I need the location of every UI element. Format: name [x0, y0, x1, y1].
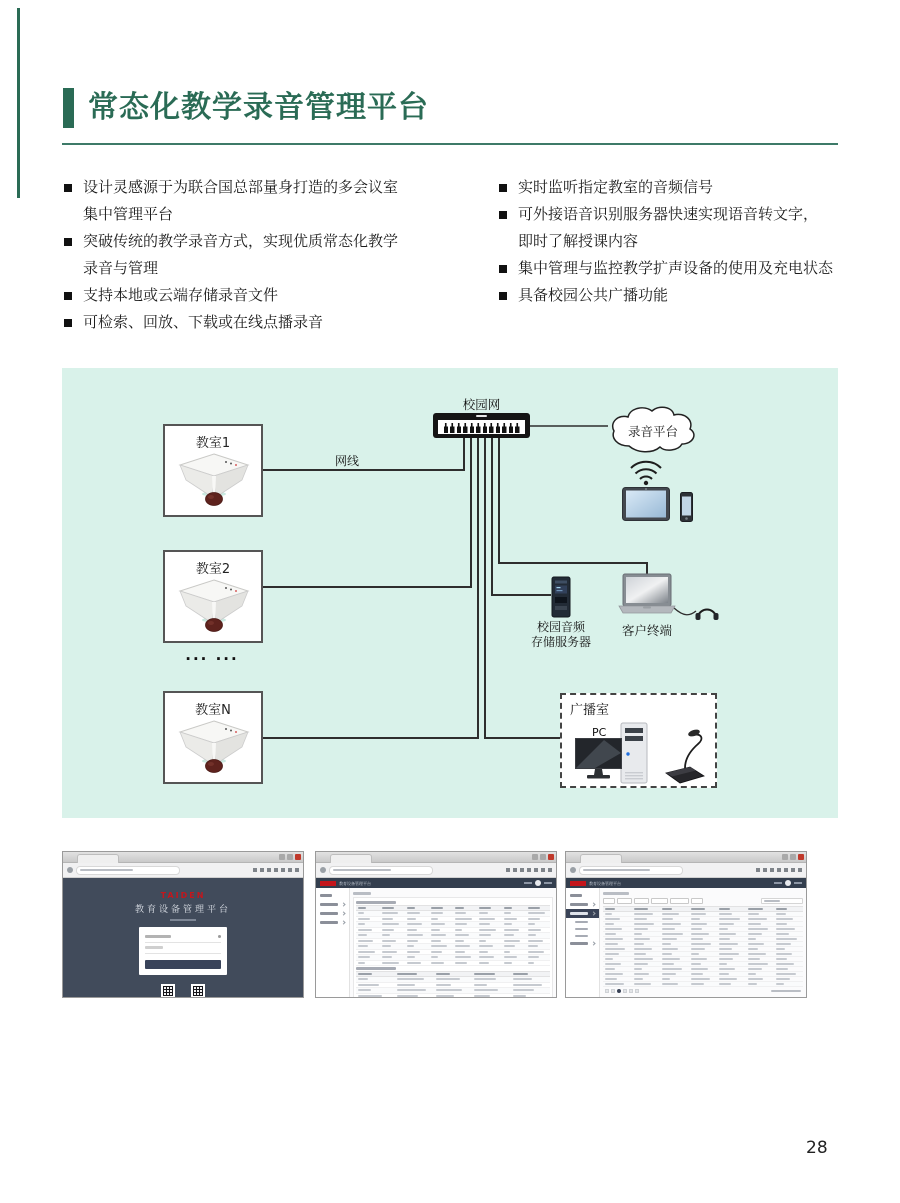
login-form	[139, 927, 227, 975]
chevron-right-icon	[591, 941, 595, 945]
network-switch-icon	[433, 413, 530, 438]
main-content	[600, 888, 806, 997]
close-icon	[798, 854, 804, 860]
page-number: 28	[806, 1138, 828, 1158]
addressbar-icons	[253, 868, 299, 872]
classroom-n-box	[163, 691, 263, 784]
feature-item: 可检索、回放、下载或在线点播录音	[62, 309, 482, 336]
broadcast-room-label: 广播室	[570, 703, 610, 718]
sidebar-item	[316, 891, 349, 900]
feature-item: 支持本地或云端存储录音文件	[62, 282, 482, 309]
chevron-right-icon	[341, 902, 345, 906]
window-controls	[279, 854, 301, 860]
browser-tab	[77, 854, 119, 863]
detail-table	[356, 971, 550, 997]
ceiling-array-mic-icon	[174, 450, 254, 508]
browser-addressbar	[63, 863, 303, 878]
qr-codes	[63, 984, 303, 998]
device-management-page	[566, 878, 806, 997]
user-icon	[218, 935, 222, 939]
chevron-right-icon	[341, 911, 345, 915]
brand-logo	[320, 881, 336, 886]
browser-window	[565, 851, 807, 998]
back-icon	[67, 867, 73, 873]
pc-label: PC	[592, 726, 607, 739]
page-edge-accent	[17, 8, 20, 198]
username-field	[145, 932, 221, 943]
headphones-icon	[693, 602, 721, 622]
avatar	[535, 880, 541, 886]
close-icon	[548, 854, 554, 860]
screenshot-device-management	[565, 851, 807, 998]
laptop-icon	[617, 573, 677, 615]
feature-item: 集中管理与监控教学扩声设备的使用及充电状态	[497, 255, 887, 282]
back-icon	[570, 867, 576, 873]
feature-item: 突破传统的教学录音方式，实现优质常态化教学 录音与管理	[62, 228, 482, 282]
sidebar	[566, 888, 600, 997]
recording-platform-label: 录音平台	[627, 424, 678, 439]
user-menu	[524, 880, 552, 886]
minimize-icon	[532, 854, 538, 860]
ceiling-array-mic-icon	[174, 717, 254, 775]
tablet-icon	[622, 487, 670, 521]
window-controls	[532, 854, 554, 860]
browser-titlebar	[566, 852, 806, 863]
classroom-1-label: 教室1	[195, 436, 231, 451]
smartphone-icon	[680, 492, 693, 522]
sidebar-item	[316, 900, 349, 909]
browser-addressbar	[566, 863, 806, 878]
classroom-1-box	[163, 424, 263, 517]
browser-addressbar	[316, 863, 556, 878]
sidebar-item	[316, 909, 349, 918]
client-terminal-label: 客户终端	[621, 623, 672, 638]
sidebar-item	[316, 918, 349, 927]
classroom-n-label: 教室N	[195, 703, 231, 718]
feature-item: 可外接语音识别服务器快速实现语音转文字， 即时了解授课内容	[497, 201, 887, 255]
url-field	[76, 866, 180, 875]
url-field	[579, 866, 683, 875]
classroom-2-box	[163, 550, 263, 643]
browser-titlebar	[63, 852, 303, 863]
browser-window	[62, 851, 304, 998]
feature-item: 设计灵感源于为联合国总部量身打造的多会议室 集中管理平台	[62, 174, 482, 228]
chevron-down-icon	[591, 911, 595, 915]
app-title: 教育设备管理平台	[589, 880, 621, 886]
app-header	[316, 878, 556, 888]
browser-window	[315, 851, 557, 998]
devices-table	[603, 906, 803, 987]
main-content	[350, 888, 556, 997]
title-divider	[62, 143, 838, 145]
records-table	[356, 905, 550, 966]
network-diagram	[62, 368, 838, 818]
sidebar-item	[566, 891, 599, 900]
maximize-icon	[790, 854, 796, 860]
feature-list-right	[497, 174, 887, 309]
browser-tab	[330, 854, 372, 863]
sidebar-item-selected	[566, 909, 599, 918]
window-controls	[782, 854, 804, 860]
app-header	[566, 878, 806, 888]
brand-logo	[570, 881, 586, 886]
feature-item: 具备校园公共广播功能	[497, 282, 887, 309]
minimize-icon	[279, 854, 285, 860]
sidebar	[316, 888, 350, 997]
screenshot-login	[62, 851, 304, 998]
broadcast-room-box	[560, 693, 717, 788]
login-page	[63, 878, 303, 997]
login-subtitle-mark	[170, 919, 196, 921]
title-accent-bar	[63, 88, 74, 128]
network-cable-label: 网线	[334, 454, 359, 468]
wifi-icon	[628, 460, 664, 486]
qr-code-icon	[161, 984, 175, 998]
app-title: 教育设备管理平台	[339, 880, 371, 886]
classroom-ellipsis: ... ...	[185, 646, 239, 664]
pc-monitor-icon	[575, 738, 625, 780]
admin-records-page	[316, 878, 556, 997]
user-menu	[774, 880, 802, 886]
sidebar-submenu	[566, 918, 599, 939]
chevron-right-icon	[341, 920, 345, 924]
gooseneck-mic-icon	[660, 725, 708, 785]
login-platform-title: 教育设备管理平台	[134, 905, 231, 915]
browser-titlebar	[316, 852, 556, 863]
feature-item: 实时监听指定教室的音频信号	[497, 174, 887, 201]
minimize-icon	[782, 854, 788, 860]
maximize-icon	[287, 854, 293, 860]
search-input	[761, 898, 803, 904]
switch-ports	[438, 420, 525, 434]
login-button	[145, 960, 221, 969]
feature-list-left	[62, 174, 482, 336]
ceiling-array-mic-icon	[174, 576, 254, 634]
avatar	[785, 880, 791, 886]
content-panel	[353, 897, 553, 997]
page-title: 常态化教学录音管理平台	[88, 90, 429, 125]
sidebar-item	[566, 939, 599, 948]
toolbar	[603, 897, 803, 905]
toolbar-buttons	[603, 898, 703, 904]
brand-logo: TAIDEN	[160, 891, 206, 900]
pagination	[603, 987, 803, 995]
password-field	[145, 943, 221, 954]
close-icon	[295, 854, 301, 860]
back-icon	[320, 867, 326, 873]
sidebar-item	[566, 900, 599, 909]
breadcrumb	[353, 891, 553, 896]
url-field	[329, 866, 433, 875]
storage-server-icon	[551, 576, 571, 618]
breadcrumb	[603, 891, 803, 896]
classroom-2-label: 教室2	[195, 562, 231, 577]
qr-code-icon	[191, 984, 205, 998]
pagination-controls	[605, 989, 639, 993]
addressbar-icons	[506, 868, 552, 872]
addressbar-icons	[756, 868, 802, 872]
storage-server-label: 校园音频 存储服务器	[530, 620, 591, 649]
browser-tab	[580, 854, 622, 863]
switch-brand-mark	[476, 415, 487, 418]
campus-network-label: 校园网	[462, 397, 501, 412]
screenshot-admin-records	[315, 851, 557, 998]
chevron-right-icon	[591, 902, 595, 906]
maximize-icon	[540, 854, 546, 860]
